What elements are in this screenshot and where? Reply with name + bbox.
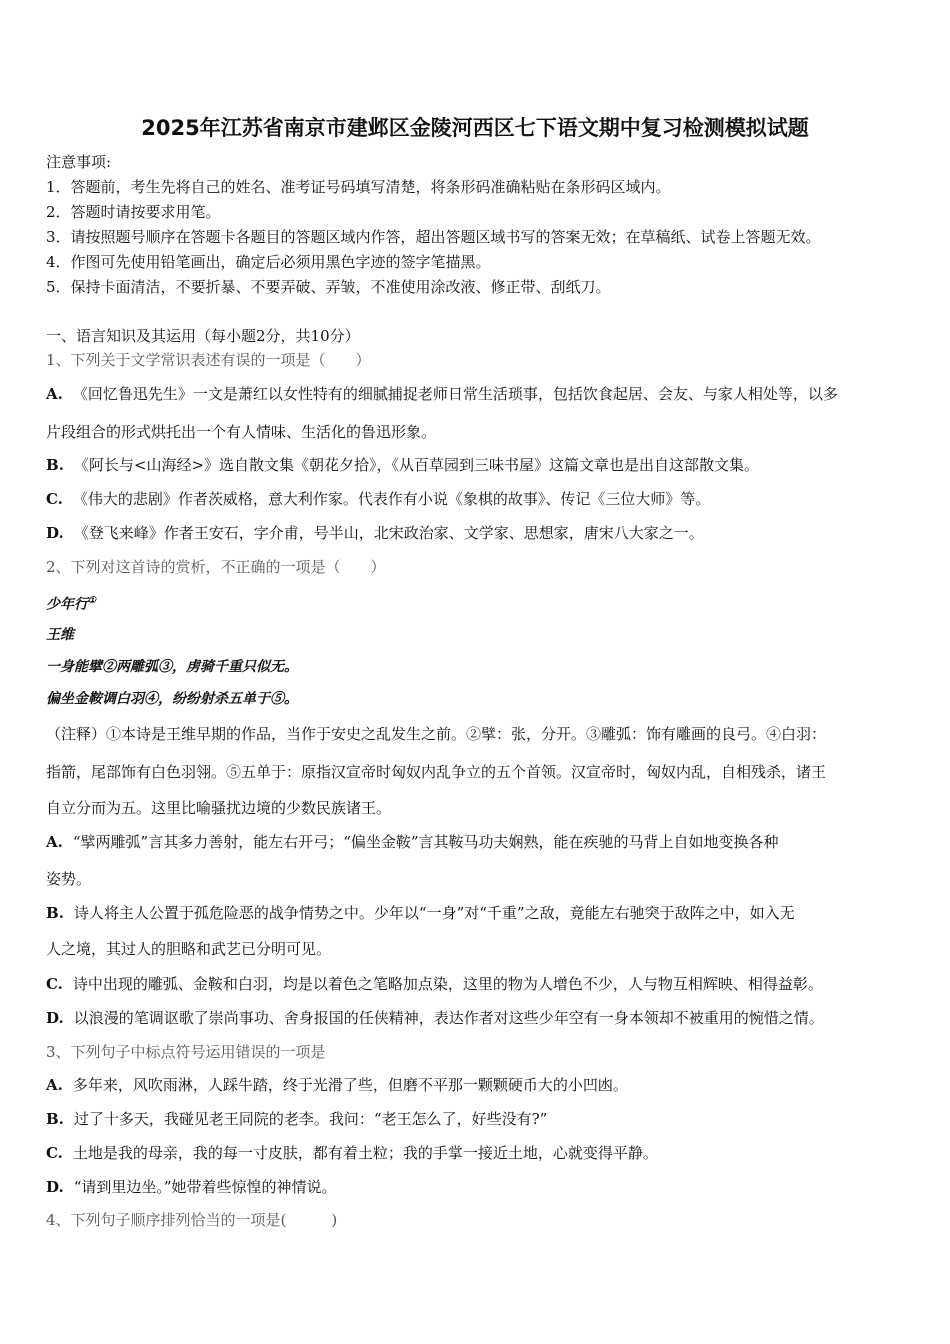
notice-item-3: 3．请按照题号顺序在答题卡各题目的答题区域内作答，超出答题区域书写的答案无效；在草稿纸、试卷上答题无效。 [46,228,821,246]
poem-title-note: ① [88,596,97,606]
question-3-option-a [46,1075,912,1095]
question-2-option-c [46,974,912,994]
option-label: C. [46,1144,63,1162]
question-3-stem: 3、下列句子中标点符号运用错误的一项是 [46,1043,326,1061]
poem-line-2: 偏坐金鞍调白羽④，纷纷射杀五单于⑤。 [46,691,298,707]
question-3-option-b [46,1109,912,1129]
question-3-option-d [46,1177,912,1197]
option-text: 过了十多天，我碰见老王同院的老李。我问：“老王怎么了，好些没有?” [73,1110,548,1128]
option-text: 以浪漫的笔调讴歌了崇尚事功、舍身报国的任侠精神，表达作者对这些少年空有一身本领却不被重用的惋惜之情。 [73,1009,824,1027]
option-label: B. [46,456,64,474]
poem-title [46,591,912,615]
option-text: 多年来，风吹雨淋，人踩牛踏，终于光滑了些，但磨不平那一颗颗硬币大的小凹凼。 [72,1076,628,1094]
question-2-option-d [46,1008,912,1028]
option-text: 诗人将主人公置于孤危险恶的战争情势之中。少年以“一身”对“千重”之敌，竟能左右驰突于敌阵之中，如入无 [73,904,795,922]
question-2-option-a [46,832,912,852]
question-2-option-a-cont: 姿势。 [46,870,92,888]
question-2-option-b [46,903,912,923]
poem-line-1: 一身能擘②两雕弧③，虏骑千重只似无。 [46,659,298,675]
option-label: C. [46,975,63,993]
poem-notes-3: 自立分而为五。这里比喻骚扰边境的少数民族诸王。 [46,799,392,817]
question-1-option-a [46,384,912,404]
option-label: D. [46,1009,64,1027]
option-label: B. [46,904,64,922]
page-title: 2025年江苏省南京市建邺区金陵河西区七下语文期中复习检测模拟试题 [141,116,809,140]
option-text: “请到里边坐。”她带着些惊惶的神情说。 [73,1178,337,1196]
question-2-stem: 2、下列对这首诗的赏析，不正确的一项是（ ） [46,558,386,576]
poem-title-text: 少年行 [46,596,88,613]
question-1-option-a-cont: 片段组合的形式烘托出一个有人情味、生活化的鲁迅形象。 [46,423,437,441]
option-label: C. [46,490,63,508]
option-text: 《阿长与<山海经>》选自散文集《朝花夕拾》，《从百草园到三味书屋》这篇文章也是出自这部散文集。 [73,456,760,474]
notice-item-1: 1．答题前，考生先将自己的姓名、准考证号码填写清楚，将条形码准确粘贴在条形码区域内。 [46,178,671,196]
poem-author: 王维 [46,627,74,643]
option-text: “擘两雕弧”言其多力善射，能左右开弓；“偏坐金鞍”言其鞍马功夫娴熟，能在疾驰的马背上自如地变换各种 [72,833,779,851]
option-label: D. [46,1178,64,1196]
notice-item-2: 2．答题时请按要求用笔。 [46,203,221,221]
notice-item-4: 4．作图可先使用铅笔画出，确定后必须用黑色字迹的签字笔描黑。 [46,253,491,271]
option-label: A. [46,833,63,851]
question-1-option-d [46,523,912,543]
option-label: B. [46,1110,64,1128]
option-text: 《伟大的悲剧》作者茨威格，意大利作家。代表作有小说《象棋的故事》、传记《三位大师》等。 [72,490,711,508]
option-text: 土地是我的母亲，我的每一寸皮肤，都有着土粒；我的手掌一接近土地，心就变得平静。 [72,1144,658,1162]
question-1-option-c [46,489,912,509]
question-4-stem: 4、下列句子顺序排列恰当的一项是( ) [46,1211,338,1229]
option-text: 《登飞来峰》作者王安石，字介甫，号半山，北宋政治家、文学家、思想家，唐宋八大家之一。 [73,524,704,542]
notice-item-5: 5．保持卡面清洁，不要折暴、不要弄破、弄皱，不准使用涂改液、修正带、刮纸刀。 [46,278,611,296]
question-1-stem: 1、下列关于文学常识表述有误的一项是（ ） [46,351,371,369]
section-heading: 一、语言知识及其运用（每小题2分，共10分） [46,327,360,345]
question-2-option-b-cont: 人之境，其过人的胆略和武艺已分明可见。 [46,940,332,958]
option-label: D. [46,524,64,542]
question-3-option-c [46,1143,912,1163]
option-label: A. [46,385,63,403]
question-1-option-b [46,455,912,475]
option-text: 《回忆鲁迅先生》一文是萧红以女性特有的细腻捕捉老师日常生活琐事，包括饮食起居、会友、与家人相处等，以多 [72,385,838,403]
poem-notes-2: 指箭，尾部饰有白色羽翎。⑤五单于：原指汉宣帝时匈奴内乱争立的五个首领。汉宣帝时，匈奴内乱，自相残杀，诸王 [46,763,827,781]
poem-notes-1: （注释）①本诗是王维早期的作品，当作于安史之乱发生之前。②擘：张，分开。③雕弧：饰有雕画的良弓。④白羽： [46,725,827,743]
option-label: A. [46,1076,63,1094]
option-text: 诗中出现的雕弧、金鞍和白羽，均是以着色之笔略加点染，这里的物为人增色不少，人与物互相辉映、相得益彰。 [72,975,823,993]
notice-heading: 注意事项: [46,153,112,171]
